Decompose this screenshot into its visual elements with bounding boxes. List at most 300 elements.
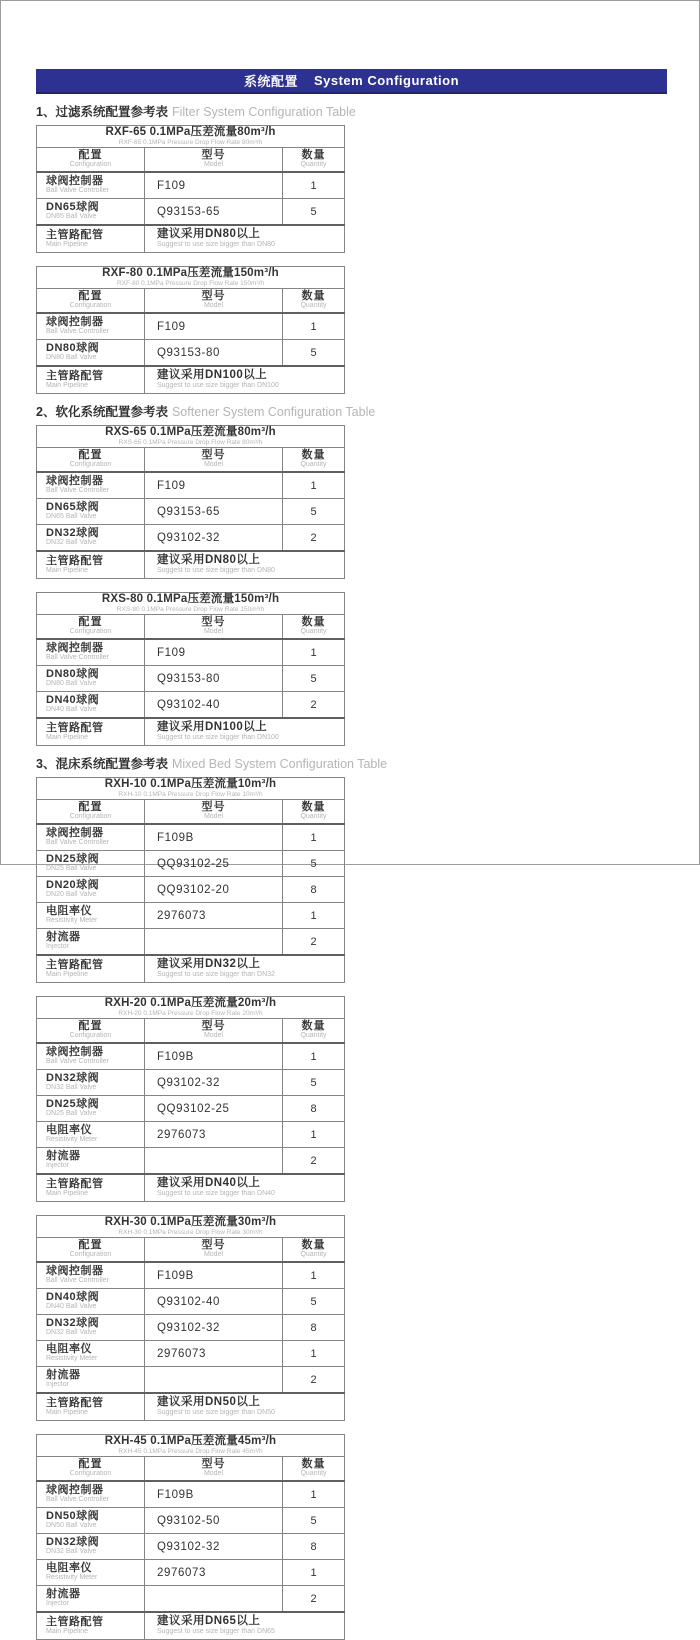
header-qty-en: Quantity xyxy=(300,1251,327,1258)
header-config-en: Configuration xyxy=(69,1032,112,1039)
pipeline-label-zh: 主管路配管 xyxy=(46,554,104,567)
suggestion-zh: 建议采用DN32以上 xyxy=(157,958,261,970)
qty-cell: 5 xyxy=(283,1070,345,1096)
config-cell xyxy=(37,1148,145,1175)
config-cell xyxy=(37,1315,145,1341)
config-cell xyxy=(37,499,145,525)
header-config xyxy=(37,448,145,473)
suggestion-cell xyxy=(145,1393,345,1421)
config-label-en: Ball Valve Controller xyxy=(46,1277,109,1284)
config-label-zh: 球阀控制器 xyxy=(46,642,104,654)
config-label-zh: DN32球阀 xyxy=(46,1072,100,1084)
config-label-zh: 电阻率仪 xyxy=(46,1124,92,1136)
suggestion-zh: 建议采用DN100以上 xyxy=(157,721,268,733)
table-title-zh: RXF-80 0.1MPa压差流量150m³/h xyxy=(102,267,279,279)
header-model xyxy=(145,1238,283,1263)
table-row xyxy=(37,172,345,199)
suggestion-en: Suggest to use size bigger than DN100 xyxy=(157,734,279,741)
header-model-en: Model xyxy=(203,813,224,820)
model-cell: QQ93102-25 xyxy=(145,851,283,877)
model-cell: 2976073 xyxy=(145,1122,283,1148)
header-qty-zh: 数量 xyxy=(301,449,326,461)
suggestion-cell xyxy=(145,551,345,579)
config-cell xyxy=(37,1341,145,1367)
suggestion-en: Suggest to use size bigger than DN65 xyxy=(157,1628,275,1635)
qty-cell: 1 xyxy=(283,313,345,340)
config-cell xyxy=(37,1262,145,1289)
table-body xyxy=(37,313,345,394)
suggestion-cell xyxy=(145,718,345,746)
config-label-zh: 球阀控制器 xyxy=(46,1046,104,1058)
header-qty-zh: 数量 xyxy=(301,1458,326,1470)
table-header-row xyxy=(37,800,345,825)
pipeline-config-cell xyxy=(37,1393,145,1421)
banner-title-zh: 系统配置 xyxy=(243,74,298,89)
table-header-row xyxy=(37,1019,345,1044)
table-row xyxy=(37,1289,345,1315)
config-label-zh: 球阀控制器 xyxy=(46,175,104,187)
config-label-zh: 射流器 xyxy=(46,931,81,943)
header-qty-en: Quantity xyxy=(300,813,327,820)
table-title-zh: RXH-20 0.1MPa压差流量20m³/h xyxy=(104,997,277,1009)
config-cell xyxy=(37,1070,145,1096)
header-model-zh: 型号 xyxy=(201,1458,226,1470)
table-title-zh: RXH-30 0.1MPa压差流量30m³/h xyxy=(104,1216,277,1228)
qty-cell: 8 xyxy=(283,1315,345,1341)
header-model xyxy=(145,289,283,314)
model-cell: 2976073 xyxy=(145,1341,283,1367)
table-header-row xyxy=(37,615,345,640)
section xyxy=(36,105,667,394)
config-label-en: DN32 Ball Valve xyxy=(46,1548,97,1555)
config-label-en: Resistivity Meter xyxy=(46,917,98,924)
qty-cell: 2 xyxy=(283,692,345,719)
header-model-en: Model xyxy=(203,161,224,168)
header-model xyxy=(145,1457,283,1482)
config-label-en: Resistivity Meter xyxy=(46,1355,98,1362)
header-config-zh: 配置 xyxy=(78,1020,103,1032)
config-label-zh: 球阀控制器 xyxy=(46,475,104,487)
header-qty xyxy=(283,148,345,173)
table-row xyxy=(37,1148,345,1175)
qty-cell: 2 xyxy=(283,1148,345,1175)
header-config xyxy=(37,800,145,825)
config-label-zh: DN40球阀 xyxy=(46,1291,100,1303)
config-label-en: Injector xyxy=(46,943,69,950)
suggestion-zh: 建议采用DN40以上 xyxy=(157,1177,261,1189)
header-model-en: Model xyxy=(203,461,224,468)
header-qty-zh: 数量 xyxy=(301,149,326,161)
pipeline-row xyxy=(37,1612,345,1640)
header-model-zh: 型号 xyxy=(201,801,226,813)
config-label-en: DN25 Ball Valve xyxy=(46,865,97,872)
config-label-en: DN65 Ball Valve xyxy=(46,513,97,520)
table-row xyxy=(37,1122,345,1148)
banner-title-en: System Configuration xyxy=(313,73,460,88)
config-label-en: Injector xyxy=(46,1600,69,1607)
table-title-en: RXH-10 0.1MPa Pressure Drop Flow Rate 10m³/h xyxy=(118,791,263,798)
qty-cell: 2 xyxy=(283,1586,345,1613)
config-cell xyxy=(37,1096,145,1122)
config-label-zh: 电阻率仪 xyxy=(46,905,92,917)
header-config-en: Configuration xyxy=(69,1251,112,1258)
model-cell: F109 xyxy=(145,172,283,199)
pipeline-label-zh: 主管路配管 xyxy=(46,721,104,734)
model-cell: Q93102-40 xyxy=(145,692,283,719)
config-cell xyxy=(37,1289,145,1315)
table-row xyxy=(37,903,345,929)
config-label-zh: DN65球阀 xyxy=(46,501,100,513)
config-cell xyxy=(37,851,145,877)
suggestion-en: Suggest to use size bigger than DN50 xyxy=(157,1409,275,1416)
header-model xyxy=(145,1019,283,1044)
header-model xyxy=(145,148,283,173)
config-label-en: DN40 Ball Valve xyxy=(46,1303,97,1310)
config-label-en: Injector xyxy=(46,1381,69,1388)
table-row xyxy=(37,1508,345,1534)
config-table xyxy=(36,425,345,579)
config-label-zh: 球阀控制器 xyxy=(46,827,104,839)
suggestion-cell xyxy=(145,366,345,394)
header-model-zh: 型号 xyxy=(201,616,226,628)
section xyxy=(36,405,667,746)
config-label-zh: 球阀控制器 xyxy=(46,1265,104,1277)
pipeline-row xyxy=(37,225,345,253)
pipeline-label-zh: 主管路配管 xyxy=(46,1615,104,1628)
table-title-en: RXS-65 0.1MPa Pressure Drop Flow Rate 80m³/h xyxy=(118,439,263,446)
config-cell xyxy=(37,1508,145,1534)
config-label-en: Resistivity Meter xyxy=(46,1574,98,1581)
header-qty xyxy=(283,615,345,640)
config-label-zh: DN50球阀 xyxy=(46,1510,100,1522)
table-title-row xyxy=(37,997,345,1019)
config-label-en: Ball Valve Controller xyxy=(46,654,109,661)
header-qty-en: Quantity xyxy=(300,302,327,309)
header-qty-zh: 数量 xyxy=(301,290,326,302)
table-title-cell xyxy=(37,126,345,148)
qty-cell: 1 xyxy=(283,1481,345,1508)
qty-cell: 5 xyxy=(283,499,345,525)
config-cell xyxy=(37,903,145,929)
qty-cell: 2 xyxy=(283,929,345,956)
qty-cell: 5 xyxy=(283,1289,345,1315)
section-heading xyxy=(36,757,667,772)
config-cell xyxy=(37,313,145,340)
config-label-zh: DN32球阀 xyxy=(46,1536,100,1548)
table-title-zh: RXS-65 0.1MPa压差流量80m³/h xyxy=(105,426,276,438)
model-cell: Q93102-32 xyxy=(145,525,283,552)
suggestion-en: Suggest to use size bigger than DN40 xyxy=(157,1190,275,1197)
header-qty-zh: 数量 xyxy=(301,1020,326,1032)
config-label-en: DN32 Ball Valve xyxy=(46,1329,97,1336)
header-qty-en: Quantity xyxy=(300,628,327,635)
config-cell xyxy=(37,1481,145,1508)
table-row xyxy=(37,1043,345,1070)
model-cell: F109B xyxy=(145,1043,283,1070)
config-label-zh: DN40球阀 xyxy=(46,694,100,706)
header-qty-en: Quantity xyxy=(300,1032,327,1039)
header-qty xyxy=(283,289,345,314)
pipeline-config-cell xyxy=(37,1612,145,1640)
config-label-en: DN20 Ball Valve xyxy=(46,891,97,898)
model-cell: Q93102-50 xyxy=(145,1508,283,1534)
model-cell: Q93102-32 xyxy=(145,1315,283,1341)
suggestion-cell xyxy=(145,1612,345,1640)
header-config-en: Configuration xyxy=(69,813,112,820)
table-header-row xyxy=(37,1457,345,1482)
pipeline-config-cell xyxy=(37,718,145,746)
config-label-en: DN80 Ball Valve xyxy=(46,354,97,361)
model-cell: Q93153-80 xyxy=(145,340,283,367)
config-label-en: Injector xyxy=(46,1162,69,1169)
table-header-row xyxy=(37,1238,345,1263)
table-row xyxy=(37,1367,345,1394)
config-cell xyxy=(37,666,145,692)
header-config xyxy=(37,1019,145,1044)
model-cell xyxy=(145,1586,283,1613)
header-config xyxy=(37,1457,145,1482)
qty-cell: 1 xyxy=(283,1341,345,1367)
qty-cell: 1 xyxy=(283,639,345,666)
table-row xyxy=(37,1341,345,1367)
table-header-row xyxy=(37,148,345,173)
table-row xyxy=(37,472,345,499)
header-model-en: Model xyxy=(203,1251,224,1258)
header-model-zh: 型号 xyxy=(201,149,226,161)
model-cell: Q93102-32 xyxy=(145,1534,283,1560)
table-title-row xyxy=(37,778,345,800)
table-title-cell xyxy=(37,426,345,448)
config-label-en: Ball Valve Controller xyxy=(46,487,109,494)
config-label-zh: 球阀控制器 xyxy=(46,316,104,328)
banner xyxy=(36,69,667,94)
config-label-zh: 电阻率仪 xyxy=(46,1562,92,1574)
table-row xyxy=(37,824,345,851)
table-row xyxy=(37,1070,345,1096)
table-title-zh: RXF-65 0.1MPa压差流量80m³/h xyxy=(105,126,276,138)
config-label-zh: 球阀控制器 xyxy=(46,1484,104,1496)
table-title-en: RXH-20 0.1MPa Pressure Drop Flow Rate 20m³/h xyxy=(118,1010,263,1017)
config-label-en: Ball Valve Controller xyxy=(46,328,109,335)
config-table xyxy=(36,592,345,746)
config-cell xyxy=(37,472,145,499)
section-tables xyxy=(36,425,667,746)
config-cell xyxy=(37,877,145,903)
config-label-zh: DN65球阀 xyxy=(46,201,100,213)
table-row xyxy=(37,1315,345,1341)
model-cell: F109 xyxy=(145,639,283,666)
config-cell xyxy=(37,1534,145,1560)
pipeline-label-en: Main Pipeline xyxy=(46,970,89,978)
qty-cell: 8 xyxy=(283,1096,345,1122)
header-config-zh: 配置 xyxy=(78,616,103,628)
config-label-zh: DN80球阀 xyxy=(46,342,100,354)
table-title-row xyxy=(37,593,345,615)
pipeline-label-en: Main Pipeline xyxy=(46,1627,89,1635)
pipeline-row xyxy=(37,955,345,983)
pipeline-label-en: Main Pipeline xyxy=(46,566,89,574)
header-config-zh: 配置 xyxy=(78,801,103,813)
suggestion-cell xyxy=(145,955,345,983)
qty-cell: 5 xyxy=(283,666,345,692)
table-body xyxy=(37,172,345,253)
table-title-cell xyxy=(37,267,345,289)
section-heading-en: Filter System Configuration Table xyxy=(171,105,356,119)
table-body xyxy=(37,1043,345,1202)
header-config-en: Configuration xyxy=(69,302,112,309)
section-heading-zh: 2、软化系统配置参考表 xyxy=(36,405,168,419)
pipeline-label-en: Main Pipeline xyxy=(46,1189,89,1197)
suggestion-zh: 建议采用DN65以上 xyxy=(157,1615,261,1627)
table-title-en: RXH-30 0.1MPa Pressure Drop Flow Rate 30m³/h xyxy=(118,1229,263,1236)
config-table xyxy=(36,1215,345,1421)
config-cell xyxy=(37,1560,145,1586)
config-table xyxy=(36,777,345,983)
qty-cell: 1 xyxy=(283,472,345,499)
header-model-zh: 型号 xyxy=(201,290,226,302)
model-cell: Q93153-65 xyxy=(145,199,283,226)
config-cell xyxy=(37,824,145,851)
header-config-zh: 配置 xyxy=(78,1239,103,1251)
table-title-row xyxy=(37,1435,345,1457)
config-label-zh: DN32球阀 xyxy=(46,527,100,539)
config-label-en: DN32 Ball Valve xyxy=(46,1084,97,1091)
config-cell xyxy=(37,1367,145,1394)
pipeline-config-cell xyxy=(37,1174,145,1202)
config-cell xyxy=(37,692,145,719)
suggestion-en: Suggest to use size bigger than DN100 xyxy=(157,382,279,389)
config-label-en: DN80 Ball Valve xyxy=(46,680,97,687)
header-config xyxy=(37,615,145,640)
config-label-zh: 射流器 xyxy=(46,1369,81,1381)
header-qty xyxy=(283,1019,345,1044)
config-label-en: Ball Valve Controller xyxy=(46,187,109,194)
header-config-en: Configuration xyxy=(69,1470,112,1477)
table-body xyxy=(37,1262,345,1421)
header-model-zh: 型号 xyxy=(201,1020,226,1032)
suggestion-en: Suggest to use size bigger than DN80 xyxy=(157,567,275,574)
table-row xyxy=(37,1096,345,1122)
header-config-en: Configuration xyxy=(69,161,112,168)
model-cell: QQ93102-25 xyxy=(145,1096,283,1122)
table-body xyxy=(37,639,345,746)
config-table xyxy=(36,266,345,394)
pipeline-config-cell xyxy=(37,955,145,983)
config-label-zh: DN32球阀 xyxy=(46,1317,100,1329)
table-row xyxy=(37,929,345,956)
table-title-zh: RXS-80 0.1MPa压差流量150m³/h xyxy=(101,593,280,605)
config-label-en: Resistivity Meter xyxy=(46,1136,98,1143)
section-tables xyxy=(36,777,667,1640)
qty-cell: 1 xyxy=(283,903,345,929)
model-cell xyxy=(145,1367,283,1394)
table-row xyxy=(37,851,345,877)
config-cell xyxy=(37,639,145,666)
config-label-zh: DN20球阀 xyxy=(46,879,100,891)
table-title-en: RXF-80 0.1MPa Pressure Drop Flow Rate 150m³/h xyxy=(116,280,265,287)
pipeline-label-zh: 主管路配管 xyxy=(46,369,104,382)
section-heading-en: Softener System Configuration Table xyxy=(171,405,376,419)
qty-cell: 8 xyxy=(283,1534,345,1560)
pipeline-label-zh: 主管路配管 xyxy=(46,1396,104,1409)
config-label-en: DN25 Ball Valve xyxy=(46,1110,97,1117)
suggestion-zh: 建议采用DN80以上 xyxy=(157,228,261,240)
model-cell: F109B xyxy=(145,824,283,851)
header-qty-zh: 数量 xyxy=(301,616,326,628)
pipeline-row xyxy=(37,1174,345,1202)
header-model xyxy=(145,615,283,640)
table-row xyxy=(37,1560,345,1586)
qty-cell: 1 xyxy=(283,1560,345,1586)
header-qty xyxy=(283,800,345,825)
config-cell xyxy=(37,172,145,199)
suggestion-zh: 建议采用DN100以上 xyxy=(157,369,268,381)
pipeline-row xyxy=(37,551,345,579)
sections xyxy=(36,105,667,1640)
config-cell xyxy=(37,1122,145,1148)
config-label-en: Ball Valve Controller xyxy=(46,839,109,846)
header-model-en: Model xyxy=(203,1032,224,1039)
qty-cell: 1 xyxy=(283,1043,345,1070)
config-label-en: Ball Valve Controller xyxy=(46,1058,109,1065)
qty-cell: 8 xyxy=(283,877,345,903)
qty-cell: 5 xyxy=(283,851,345,877)
table-title-zh: RXH-45 0.1MPa压差流量45m³/h xyxy=(104,1435,277,1447)
table-row xyxy=(37,1586,345,1613)
model-cell: F109 xyxy=(145,313,283,340)
config-table xyxy=(36,125,345,253)
model-cell: Q93153-80 xyxy=(145,666,283,692)
pipeline-label-en: Main Pipeline xyxy=(46,381,89,389)
model-cell: 2976073 xyxy=(145,903,283,929)
config-cell xyxy=(37,525,145,552)
config-label-zh: DN25球阀 xyxy=(46,853,100,865)
table-title-en: RXF-65 0.1MPa Pressure Drop Flow Rate 80m³/h xyxy=(118,139,263,146)
section-heading xyxy=(36,105,667,120)
pipeline-row xyxy=(37,1393,345,1421)
model-cell xyxy=(145,1148,283,1175)
qty-cell: 1 xyxy=(283,1122,345,1148)
pipeline-label-en: Main Pipeline xyxy=(46,240,89,248)
pipeline-config-cell xyxy=(37,366,145,394)
table-title-cell xyxy=(37,997,345,1019)
table-row xyxy=(37,199,345,226)
table-title-row xyxy=(37,1216,345,1238)
qty-cell: 2 xyxy=(283,1367,345,1394)
table-title-row xyxy=(37,126,345,148)
pipeline-label-zh: 主管路配管 xyxy=(46,1177,104,1190)
table-row xyxy=(37,340,345,367)
table-row xyxy=(37,692,345,719)
table-title-en: RXS-80 0.1MPa Pressure Drop Flow Rate 150m³/h xyxy=(116,606,265,613)
table-title-cell xyxy=(37,778,345,800)
header-model xyxy=(145,448,283,473)
table-row xyxy=(37,499,345,525)
header-config-zh: 配置 xyxy=(78,449,103,461)
model-cell: F109B xyxy=(145,1262,283,1289)
pipeline-row xyxy=(37,366,345,394)
header-model-en: Model xyxy=(203,628,224,635)
table-body xyxy=(37,1481,345,1640)
model-cell: QQ93102-20 xyxy=(145,877,283,903)
header-config-en: Configuration xyxy=(69,628,112,635)
header-config-zh: 配置 xyxy=(78,149,103,161)
header-qty xyxy=(283,1238,345,1263)
qty-cell: 1 xyxy=(283,172,345,199)
config-label-zh: 射流器 xyxy=(46,1588,81,1600)
model-cell: Q93102-40 xyxy=(145,1289,283,1315)
table-title-cell xyxy=(37,1435,345,1457)
